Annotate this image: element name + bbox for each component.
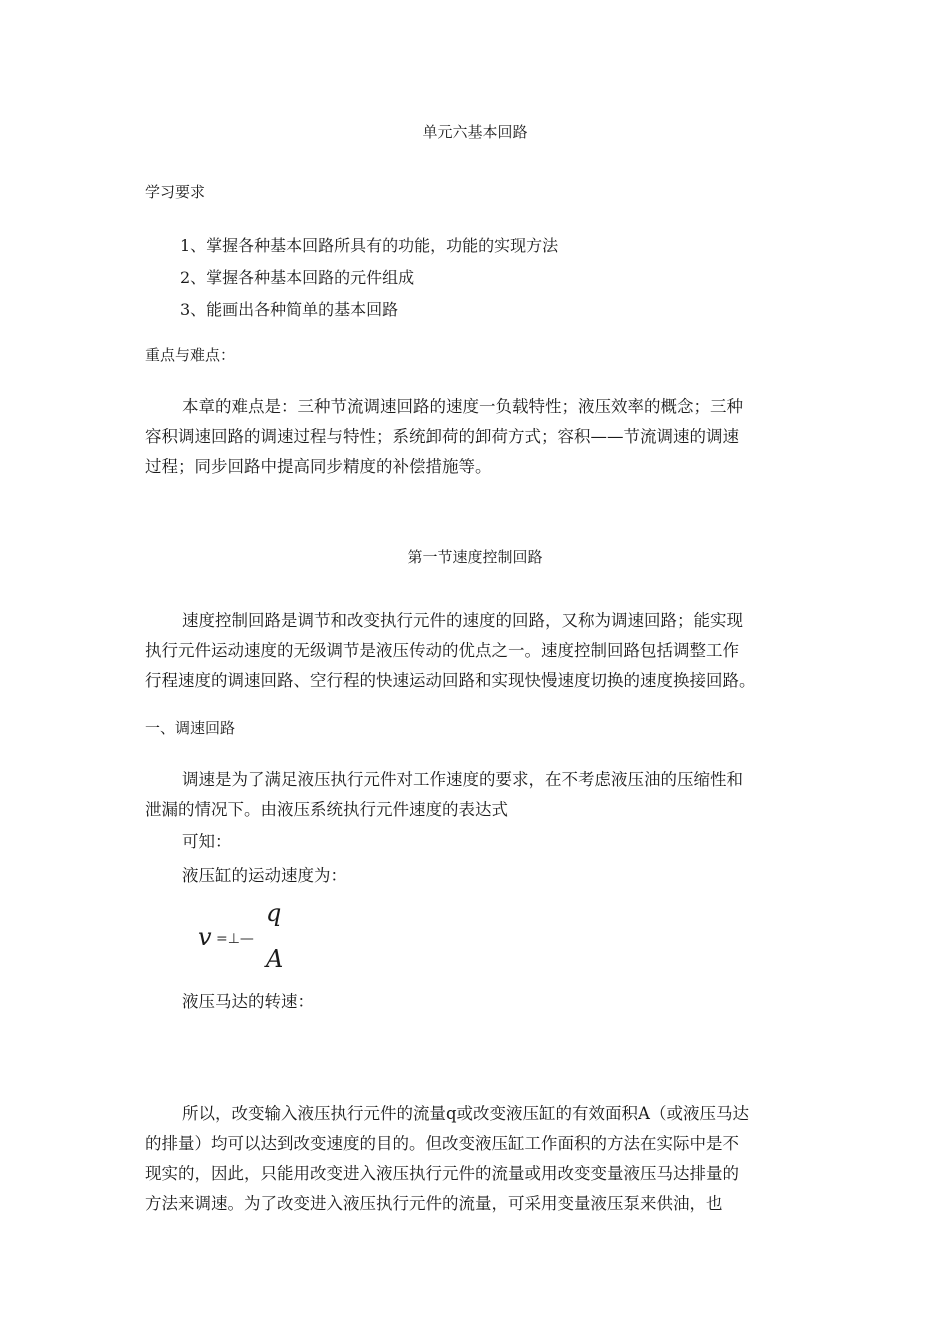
subsection-paragraph-line: 调速是为了满足液压执行元件对工作速度的要求，在不考虑液压油的压缩性和 [182,770,743,789]
final-paragraph-line: 方法来调速。为了改变进入液压执行元件的流量，可采用变量液压泵来供油，也 [145,1194,723,1213]
focus-paragraph-line: 容积调速回路的调速过程与特性；系统卸荷的卸荷方式；容积——节流调速的调速 [145,427,739,446]
section-paragraph-line: 行程速度的调速回路、空行程的快速运动回路和实现快慢速度切换的速度换接回路。 [145,671,756,690]
subsection-heading: 一、调速回路 [145,719,236,737]
requirement-item-3: 3、能画出各种简单的基本回路 [180,300,399,319]
know-label: 可知： [182,832,232,851]
requirement-item-2: 2、掌握各种基本回路的元件组成 [180,268,415,287]
page-title: 单元六基本回路 [422,123,528,141]
section-title: 第一节速度控制回路 [407,548,543,566]
focus-paragraph-line: 本章的难点是：三种节流调速回路的速度一负载特性；液压效率的概念；三种 [182,397,743,416]
final-paragraph-line: 所以，改变输入液压执行元件的流量q或改变液压缸的有效面积A（或液压马达 [182,1104,749,1123]
formula-equals: =⊥— [216,931,254,947]
requirements-heading: 学习要求 [145,183,206,201]
final-paragraph-line: 的排量）均可以达到改变速度的目的。但改变液压缸工作面积的方法在实际中是不 [145,1134,739,1153]
formula-denominator: A [266,945,284,973]
cylinder-speed-label: 液压缸的运动速度为： [182,866,347,885]
section-paragraph-line: 速度控制回路是调节和改变执行元件的速度的回路，又称为调速回路；能实现 [182,611,743,630]
motor-speed-label: 液压马达的转速： [182,992,314,1011]
final-paragraph-line: 现实的，因此，只能用改变进入液压执行元件的流量或用改变变量液压马达排量的 [145,1164,739,1183]
velocity-formula [198,899,318,975]
focus-heading: 重点与难点： [145,346,236,364]
section-paragraph-line: 执行元件运动速度的无级调节是液压传动的优点之一。速度控制回路包括调整工作 [145,641,739,660]
focus-paragraph-line: 过程；同步回路中提高同步精度的补偿措施等。 [145,457,492,476]
formula-v: v [198,923,212,951]
subsection-paragraph-line: 泄漏的情况下。由液压系统执行元件速度的表达式 [145,800,508,819]
requirement-item-1: 1、掌握各种基本回路所具有的功能，功能的实现方法 [180,236,559,255]
formula-numerator: q [266,899,282,927]
